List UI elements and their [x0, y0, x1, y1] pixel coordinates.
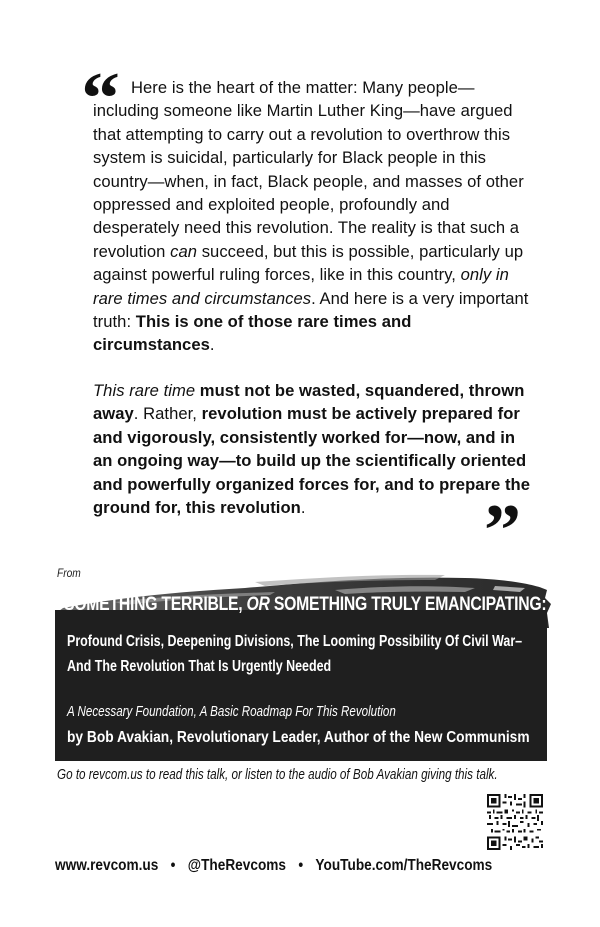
quote-text-run: This is one of those rare times and circumstances	[93, 312, 412, 355]
bullet-separator: •	[170, 857, 176, 874]
book-tagline: A Necessary Foundation, A Basic Roadmap For This Revolution	[67, 704, 396, 720]
qr-code-icon[interactable]	[486, 794, 544, 850]
quote-paragraph-2	[93, 379, 533, 519]
quote-block	[93, 76, 533, 519]
quote-paragraph-1	[93, 76, 533, 357]
quote-text-run: must not be wasted, squandered, thrown away	[93, 380, 525, 424]
call-to-action-text: Go to revcom.us to read this talk, or listen to the audio of Bob Avakian giving this talk.	[57, 767, 498, 783]
book-title-or: OR	[246, 594, 270, 615]
youtube-link[interactable]: YouTube.com/TheRevcoms	[315, 857, 493, 874]
open-quote-mark: “	[81, 58, 120, 140]
book-subtitle-line1: Profound Crisis, Deepening Divisions, The Looming Possibility Of Civil War–	[67, 633, 523, 650]
twitter-handle-link[interactable]: @TheRevcoms	[187, 857, 286, 874]
footer-links	[55, 857, 493, 875]
book-title-part2: SOMETHING TRULY EMANCIPATING:	[269, 594, 547, 615]
quote-text-run: This rare time	[93, 380, 196, 400]
book-subtitle-line2: And The Revolution That Is Urgently Needed	[67, 658, 332, 675]
quote-text-run: .	[209, 335, 215, 355]
quote-text-run: Here is the heart of the matter: Many people—including someone like Martin Luther King—have argued that attempting to carry out a revolution to overthrow this system is suicidal, particularly for Black people in this country—when, in fact, Black people, and masses of other oppressed and exploited people, profoundly and desperately need this revolution. The reality is that such a revolution	[93, 78, 524, 261]
book-byline: by Bob Avakian, Revolutionary Leader, Author of the New Communism	[67, 729, 530, 746]
quote-text-run: . And here is a very important truth:	[93, 288, 529, 332]
quote-text-run: succeed, but this is possible, particularly up against powerful ruling forces, like in this country,	[93, 241, 524, 285]
close-quote-mark: ”	[484, 490, 521, 572]
website-link[interactable]: www.revcom.us	[55, 857, 159, 874]
from-label: From	[57, 566, 81, 580]
quote-text-run: can	[170, 241, 198, 261]
quote-text-run: . Rather,	[133, 404, 202, 424]
quote-text-run: .	[300, 497, 306, 517]
book-title-part1: SOMETHING TERRIBLE,	[64, 594, 247, 615]
book-title	[64, 594, 547, 616]
bullet-separator: •	[298, 857, 304, 874]
quote-text-run: only in rare times and circumstances	[93, 265, 509, 308]
quote-text-run: revolution must be actively prepared for and vigorously, consistently worked for—now, and in an ongoing way—to build up the scientifically oriented and powerfully organized forces for, and to prepare the ground for, this revolution	[93, 404, 531, 517]
